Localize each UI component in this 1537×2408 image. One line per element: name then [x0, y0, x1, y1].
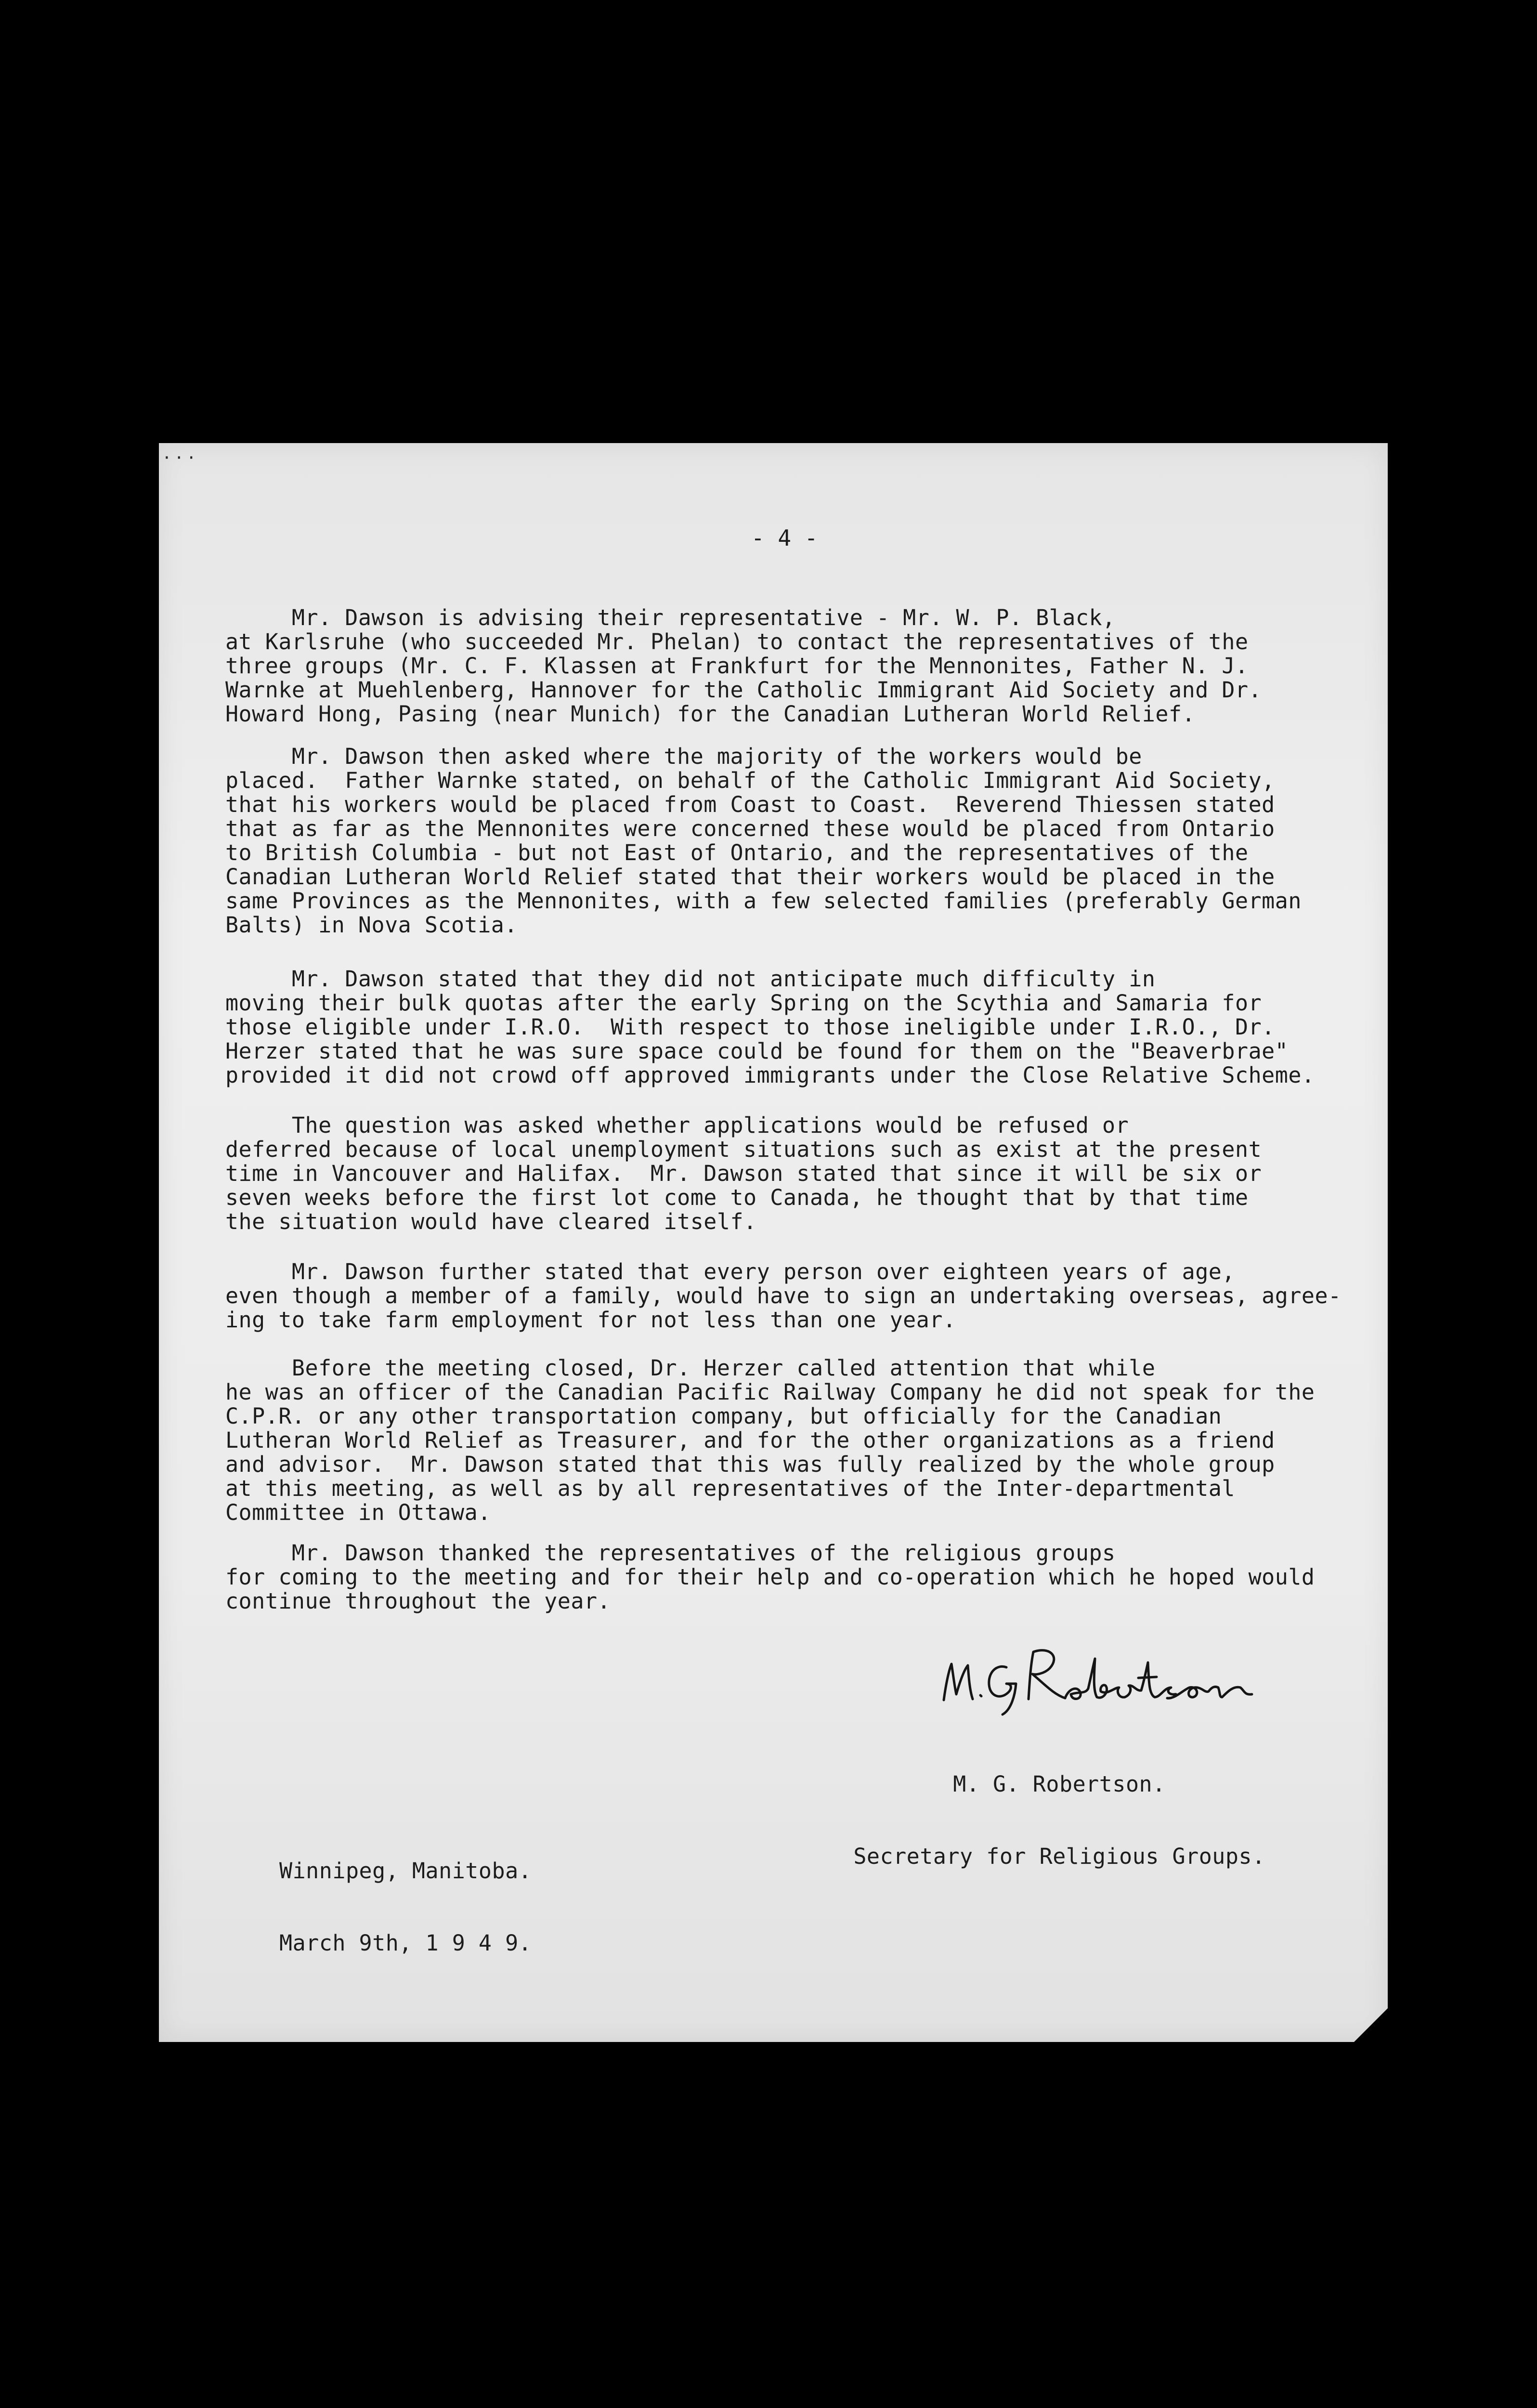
- document-page: [159, 443, 1388, 2042]
- signatory-name: M. G. Robertson.: [953, 1771, 1166, 1797]
- scan-specks: · · ·: [164, 447, 195, 469]
- paragraph-4: The question was asked whether applications would be refused or deferred because of local unemployment situations such as exist at the present time in Vancouver and Halifax. Mr. Dawson stated that since it will be six or seven weeks before the first lot come to Canada, he thought that by that time the situation would have cleared itself.: [225, 1112, 1262, 1234]
- date: March 9th, 1 9 4 9.: [279, 1930, 532, 1956]
- folded-corner: [1354, 2008, 1388, 2042]
- paragraph-3: Mr. Dawson stated that they did not anticipate much difficulty in moving their bulk quotas after the early Spring on the Scythia and Samaria for those eligible under I.R.O. With respect to those ineligible under I.R.O., Dr. Herzer stated that he was sure space could be found for them on the "Beaverbrae" provided it did not crowd off approved immigrants under the Close Relative Scheme.: [225, 966, 1315, 1088]
- handwritten-signature: [934, 1637, 1281, 1719]
- punch-hole-top: [42, 622, 83, 663]
- punch-hole-bottom: [42, 1006, 83, 1046]
- place: Winnipeg, Manitoba.: [279, 1858, 532, 1884]
- paragraph-2: Mr. Dawson then asked where the majority of the workers would be placed. Father Warnke stated, on behalf of the Catholic Immigrant Aid Society, that his workers would be placed from Coast to Coast. Reverend Thiessen stated that as far as the Mennonites were concerned these would be placed from Ontario to British Columbia - but not East of Ontario, and the representatives of the Canadian Lutheran World Relief stated that their workers would be placed in the same Provinces as the Mennonites, with a few selected families (preferably German Balts) in Nova Scotia.: [225, 744, 1302, 938]
- paragraph-6: Before the meeting closed, Dr. Herzer called attention that while he was an officer of the Canadian Pacific Railway Company he did not speak for the C.P.R. or any other transportation company, but officially for the Canadian Lutheran World Relief as Treasurer, and for the other organizations as a friend and advisor. Mr. Dawson stated that this was fully realized by the whole group at this meeting, as well as by all representatives of the Inter-departmental Committee in Ottawa.: [225, 1355, 1315, 1525]
- paragraph-1: Mr. Dawson is advising their representative - Mr. W. P. Black, at Karlsruhe (who succeeded Mr. Phelan) to contact the representatives of the three groups (Mr. C. F. Klassen at Frankfurt for the Mennonites, Father N. J. Warnke at Muehlenberg, Hannover for the Catholic Immigrant Aid Society and Dr. Howard Hong, Pasing (near Munich) for the Canadian Lutheran World Relief.: [225, 605, 1262, 727]
- paragraph-7: Mr. Dawson thanked the representatives of the religious groups for coming to the meeting and for their help and co-operation which he hoped would continue throughout the year.: [225, 1540, 1315, 1614]
- place-date-block: [279, 1811, 1508, 2003]
- paragraph-5: Mr. Dawson further stated that every person over eighteen years of age, even though a member of a family, would have to sign an undertaking overseas, agree- ing to take farm employment for not less than one year.: [225, 1259, 1342, 1333]
- page-number: - 4 -: [751, 525, 818, 551]
- signatory-title: Secretary for Religious Groups.: [853, 1844, 1265, 1869]
